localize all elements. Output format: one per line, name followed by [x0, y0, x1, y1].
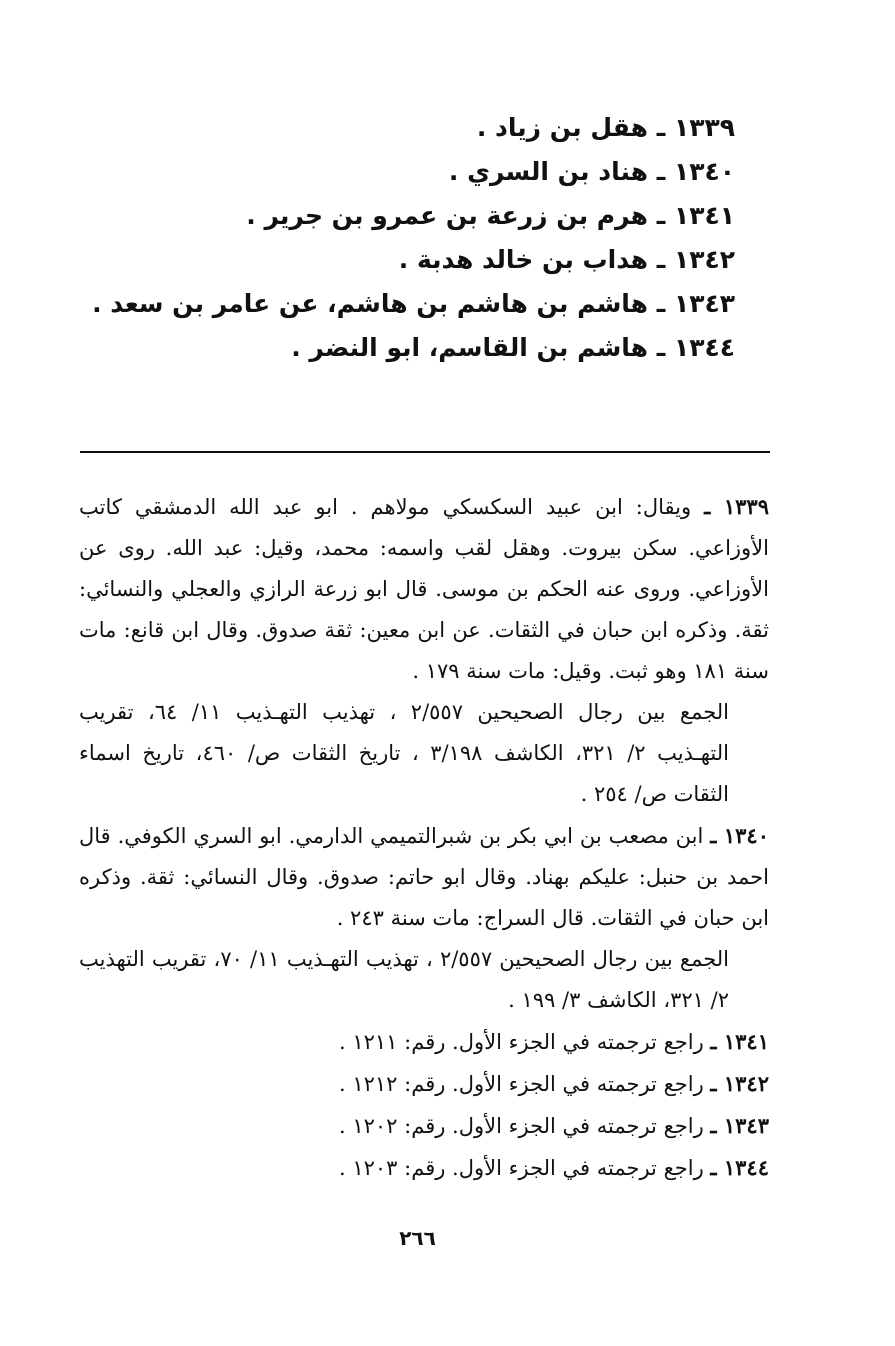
entry-1340: ١٣٤٠ ـ هناد بن السري .	[448, 157, 735, 186]
note-1339-sources: الجمع بين رجال الصحيحين ٢/٥٥٧ ، تهذيب التهـذيب ١١/ ٦٤، تقريب التهـذيب ٢/ ٣٢١، الكاشف ٣/١٩٨ ، تاريخ الثقات ص/ ٤٦٠، تاريخ اسماء الثقات ص/ ٢٥٤ .	[79, 700, 729, 806]
note-number: ١٣٤١ ـ	[710, 1029, 769, 1054]
entry-1343: ١٣٤٣ ـ هاشم بن هاشم بن هاشم، عن عامر بن سعد .	[92, 289, 735, 318]
note-1341	[79, 1021, 769, 1063]
entry-1344: ١٣٤٤ ـ هاشم بن القاسم، ابو النضر .	[291, 333, 735, 362]
note-number: ١٣٤٢ ـ	[710, 1071, 769, 1096]
note-1342	[79, 1063, 769, 1105]
note-body: ابن مصعب بن ابي بكر بن شبرالتميمي الدارمي. ابو السري الكوفي. قال احمد بن حنبل: عليكم بهناد. وقال ابو حاتم: صدوق. وقال النسائي: ثقة. وذكره ابن حبان في الثقات. قال السراج: مات سنة ٢٤٣ .	[79, 824, 769, 930]
note-1344	[79, 1147, 769, 1189]
footnote-divider	[80, 451, 770, 453]
note-body: راجع ترجمته في الجزء الأول. رقم: ١٢٠٣ .	[338, 1156, 704, 1180]
note-body: راجع ترجمته في الجزء الأول. رقم: ١٢٠٢ .	[338, 1114, 704, 1138]
note-body: ويقال: ابن عبيد السكسكي مولاهم . ابو عبد الله الدمشقي كاتب الأوزاعي. سكن بيروت. وهقل لقب واسمه: محمد، وقيل: عبد الله. روى عن الأوزاعي. وروى عنه الحكم بن موسى. قال ابو زرعة الرازي والعجلي والنسائي: ثقة. وذكره ابن حبان في الثقات. عن ابن معين: ثقة صدوق. وقال ابن قانع: مات سنة ١٨١ وهو ثبت. وقيل: مات سنة ١٧٩ .	[79, 495, 769, 683]
note-body: راجع ترجمته في الجزء الأول. رقم: ١٢١١ .	[338, 1030, 704, 1054]
note-1340-sources: الجمع بين رجال الصحيحين ٢/٥٥٧ ، تهذيب التهـذيب ١١/ ٧٠، تقريب التهذيب ٢/ ٣٢١، الكاشف ٣/ ١٩٩ .	[79, 947, 729, 1012]
note-1340	[79, 815, 769, 939]
note-number: ١٣٣٩ ـ	[704, 494, 769, 519]
note-number: ١٣٤٤ ـ	[710, 1155, 769, 1180]
note-1343	[79, 1105, 769, 1147]
note-1339	[79, 486, 769, 692]
footnotes	[79, 486, 769, 1189]
page-number: ٢٦٦	[399, 1226, 436, 1250]
entry-1342: ١٣٤٢ ـ هداب بن خالد هدبة .	[398, 245, 735, 274]
entry-1339: ١٣٣٩ ـ هقل بن زياد .	[476, 113, 735, 142]
note-number: ١٣٤٣ ـ	[710, 1113, 769, 1138]
entry-list	[92, 106, 735, 370]
note-number: ١٣٤٠ ـ	[710, 823, 769, 848]
note-body: راجع ترجمته في الجزء الأول. رقم: ١٢١٢ .	[338, 1072, 704, 1096]
entry-1341: ١٣٤١ ـ هرم بن زرعة بن عمرو بن جرير .	[246, 201, 735, 230]
